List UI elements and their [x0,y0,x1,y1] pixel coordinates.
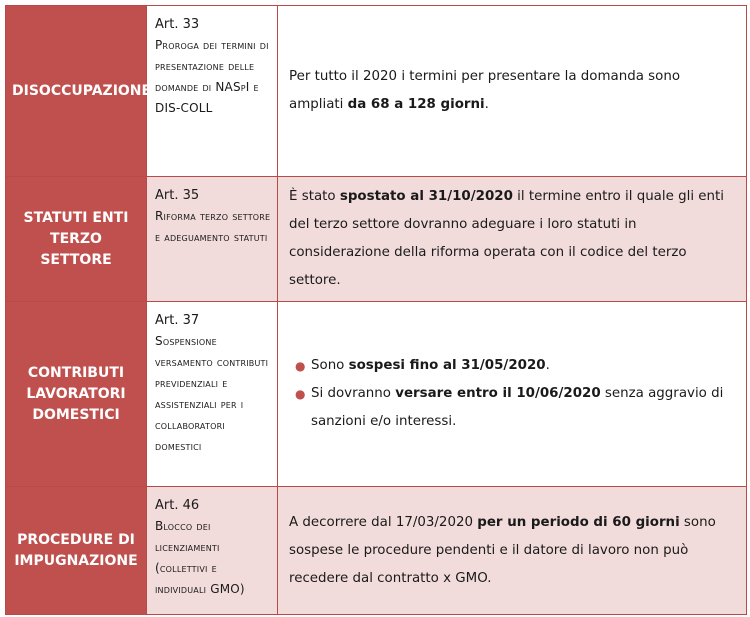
table-row-procedure-impugnazione [6,487,747,615]
decree-summary-table [5,5,747,615]
list-item-text [311,358,550,373]
article-cell [147,302,278,487]
article-cell [147,177,278,302]
bold-text: da 68 a 128 giorni [347,97,485,112]
table-row-statuti-enti [6,177,747,302]
table-row-contributi-domestici [6,302,747,487]
topic-cell: PROCEDURE DI IMPUGNAZIONE [6,487,147,615]
description-text [289,63,736,119]
article-number: Art. 37 [155,313,200,328]
list-item [289,352,736,380]
bold-text: sospesi fino al 31/05/2020 [348,358,546,373]
description-cell [278,6,747,177]
bold-text: versare entro il 10/06/2020 [395,386,601,401]
topic-cell: CONTRIBUTI LAVORATORI DOMESTICI [6,302,147,487]
bullet-icon: ● [295,359,306,373]
text-run: È stato [289,189,340,204]
bold-text: per un periodo di 60 giorni [477,514,680,530]
topic-cell: DISOCCUPAZIONE [6,6,147,177]
text-run: senza aggravio di sanzioni e/o interessi. [311,386,724,429]
article-cell [147,487,278,615]
text-run: . [484,97,489,112]
list-item-text [311,386,723,429]
article-title: Proroga dei termini di presentazione delle domande di NASpI e DIS-COLL [155,38,269,115]
text-run: sono sospese le procedure pendenti e il datore di lavoro non può recedere dal contratto x GMO. [289,514,716,586]
bullet-icon: ● [295,387,306,401]
article-title: Sospensione versamento contributi previdenziali e assistenziali per i collaboratori domestici [155,334,269,453]
table-row-disoccupazione [6,6,747,177]
description-cell [278,487,747,615]
description-text [289,183,736,295]
article-number: Art. 33 [155,17,200,32]
table-body [6,6,747,615]
article-cell [147,6,278,177]
list-item [289,380,736,436]
text-run: Per tutto il 2020 i termini per presentare la domanda sono ampliati [289,69,681,112]
description-cell [278,302,747,487]
article-title: Blocco dei licenziamenti (collettivi e individuali GMO) [155,519,245,596]
topic-cell: STATUTI ENTI TERZO SETTORE [6,177,147,302]
text-run: Sono [311,358,349,373]
text-run: . [545,358,550,373]
text-run: A decorrere dal 17/03/2020 [289,514,478,530]
article-number: Art. 46 [155,498,200,513]
bold-text: spostato al 31/10/2020 [339,189,513,204]
bullet-list [289,352,736,436]
description-text [289,509,736,593]
description-cell [278,177,747,302]
article-number: Art. 35 [155,188,200,203]
text-run: Si dovranno [311,386,396,401]
text-run: il termine entro il quale gli enti del terzo settore dovranno adeguare i loro statuti in considerazione della riforma operata con il codice del terzo settore. [289,189,724,288]
article-title: Riforma terzo settore e adeguamento statuti [155,209,271,244]
